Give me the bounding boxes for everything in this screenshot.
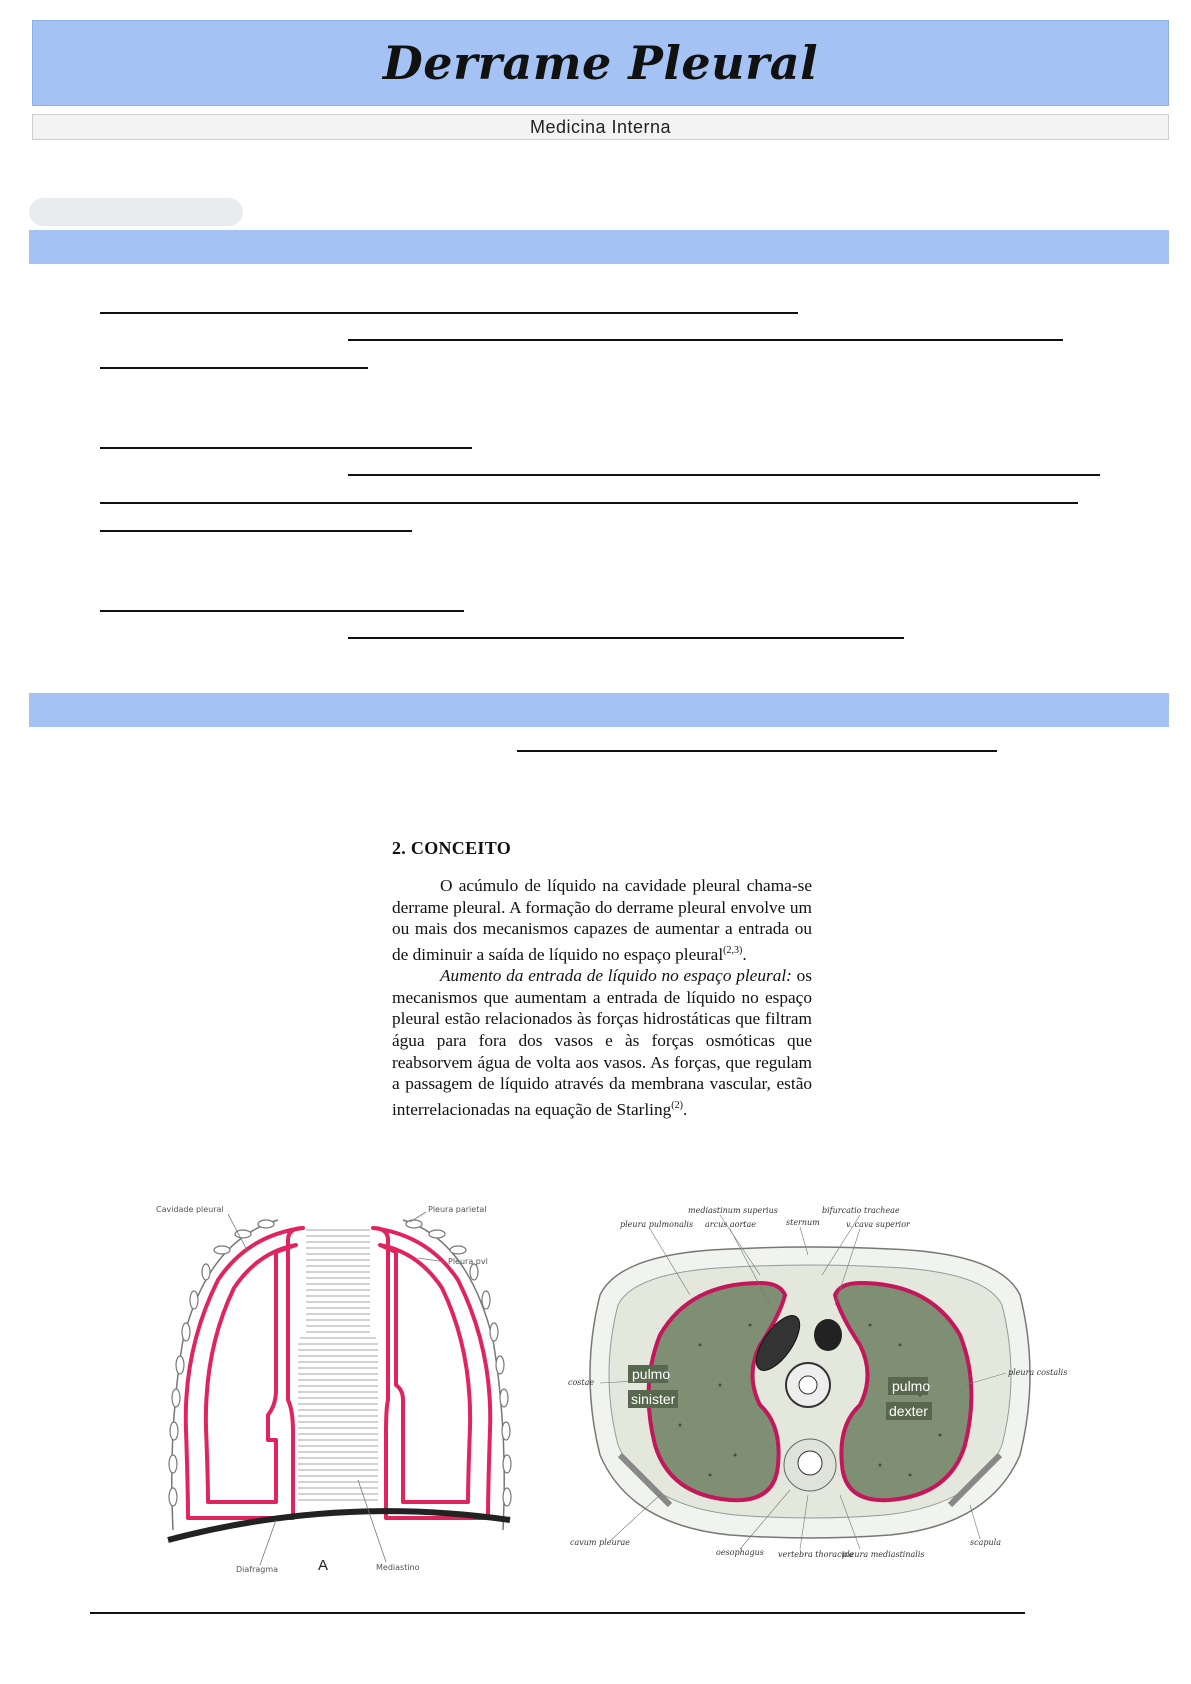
text-line xyxy=(517,750,997,752)
p2-ref: (2) xyxy=(671,1099,683,1111)
label-scapula: scapula xyxy=(970,1538,1001,1547)
section-tag-pill xyxy=(29,198,243,226)
thorax-cross-section xyxy=(560,1205,1068,1585)
article-heading: 2. CONCEITO xyxy=(392,838,511,858)
label-bifurcatio: bifurcatio tracheae xyxy=(822,1206,900,1215)
label-costae: costae xyxy=(568,1378,595,1387)
figure-letter: A xyxy=(318,1557,329,1574)
page-subtitle: Medicina Interna xyxy=(529,116,672,137)
article-paragraph-1: O acúmulo de líquido na cavidade pleural chama-se derrame pleural. A formação do derrame pleural envolve um ou mais dos mecanismos capazes de aumentar a entrada ou de diminuir a saída de líquido no espaço pleural$^{(2,3)}$. xyxy=(392,876,812,964)
label-sternum: sternum xyxy=(786,1218,820,1227)
label-pulmo-right: pulmo xyxy=(892,1378,931,1394)
p2-end: . xyxy=(682,1099,688,1119)
label-pleura-parietal: Pleura parietal xyxy=(428,1205,487,1214)
text-line xyxy=(100,530,412,532)
p1-text: O acúmulo de líquido na cavidade pleural chama-se derrame pleural. A formação do derrame pleural envolve um ou mais dos mecanismos capazes de aumentar a entrada ou de diminuir a saída de líquido no espaço pleural xyxy=(392,876,812,964)
text-line xyxy=(100,312,798,314)
label-mediastinum: mediastinum superius xyxy=(688,1206,778,1215)
subtitle-banner xyxy=(32,114,1169,140)
label-arcus: arcus aortae xyxy=(705,1220,757,1229)
text-line xyxy=(100,367,368,369)
label-diafragma: Diafragma xyxy=(236,1565,279,1574)
label-pleura-mediastinalis: pleura mediastinalis xyxy=(842,1550,925,1559)
label-vcava: v. cava superior xyxy=(846,1220,910,1229)
text-line xyxy=(100,502,1078,504)
text-line xyxy=(90,1612,1025,1614)
article-excerpt xyxy=(392,838,812,1120)
text-line xyxy=(100,447,472,449)
label-sinister: sinister xyxy=(631,1391,676,1407)
text-line xyxy=(348,637,904,639)
label-vertebra: vertebra thoracica xyxy=(778,1550,854,1559)
text-line xyxy=(348,339,1063,341)
label-mediastino: Mediastino xyxy=(376,1563,420,1572)
title-banner xyxy=(32,20,1169,106)
label-pleura-visceral: Pleura pvl xyxy=(448,1257,488,1266)
page-title: Derrame Pleural xyxy=(382,36,819,90)
pleura-frontal-diagram xyxy=(148,1200,528,1585)
label-pleura-costalis: pleura costalis xyxy=(1008,1368,1068,1377)
text-line xyxy=(348,474,1100,476)
article-paragraph-2 xyxy=(392,965,812,1120)
label-oesophagus: oesophagus xyxy=(716,1548,764,1557)
p2-emphasis: Aumento da entrada de líquido no espaço pleural: xyxy=(440,966,792,986)
label-pulmo-left: pulmo xyxy=(632,1366,671,1382)
label-cavidade: Cavidade pleural xyxy=(156,1205,224,1214)
p2-text: os mecanismos que aumentam a entrada de líquido no espaço pleural estão relacionados às forças hidrostáticas que filtram água para fora dos vasos e às forças osmóticas que reabsorvem água de volta aos vasos. As forças, que regulam a passagem de líquido através da membrana vascular, estão interrelacionadas na equação de Starling xyxy=(392,966,812,1119)
label-cavum: cavum pleurae xyxy=(570,1538,630,1547)
section-band-1 xyxy=(29,230,1169,264)
label-dexter: dexter xyxy=(889,1403,928,1419)
section-band-2 xyxy=(29,693,1169,727)
p1-ref: (2,3) xyxy=(723,944,743,956)
text-line xyxy=(100,610,464,612)
label-pleura-pulmonalis: pleura pulmonalis xyxy=(620,1220,694,1229)
